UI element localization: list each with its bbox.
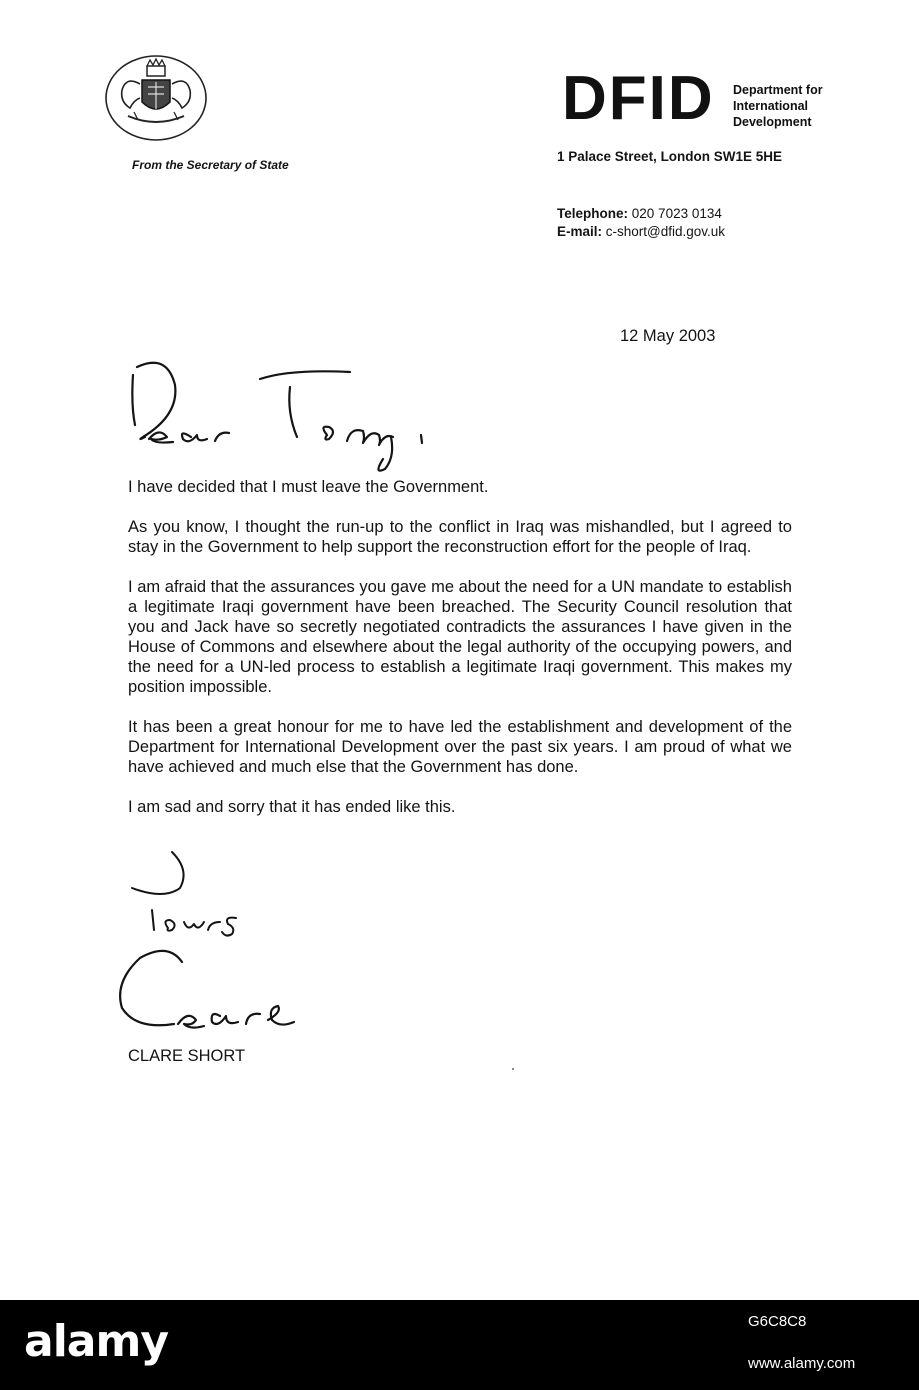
address: 1 Palace Street, London SW1E 5HE [557, 149, 783, 164]
email-line [557, 223, 725, 241]
letter-body [128, 477, 792, 817]
watermark-url: www.alamy.com [748, 1355, 856, 1372]
royal-crest-icon [104, 54, 208, 142]
alamy-logo: alamy [24, 1316, 168, 1367]
contact-details [557, 205, 725, 241]
dept-line-2: International [733, 99, 809, 113]
dept-line-1: Department for [733, 83, 823, 97]
dfid-logo: DFID [562, 64, 715, 133]
paragraph-5: I am sad and sorry that it has ended like this. [128, 798, 456, 816]
paragraph-2: As you know, I thought the run-up to the conflict in Iraq was mishandled, but I agreed to stay in the Government to help support the reconstruction effort for the people of Iraq. [128, 518, 792, 556]
email-value: c-short@dfid.gov.uk [605, 224, 726, 239]
from-line: From the Secretary of State [132, 158, 289, 172]
dept-line-3: Development [733, 115, 812, 129]
dfid-logo-block [562, 64, 862, 138]
department-name [733, 82, 823, 130]
scan-speck [512, 1068, 514, 1070]
signatory-name: CLARE SHORT [128, 1047, 246, 1065]
letter-date: 12 May 2003 [620, 327, 716, 345]
handwritten-salutation [115, 345, 445, 480]
paragraph-4: It has been a great honour for me to have led the establishment and development of the Department for International Development over the past six years. I am proud of what we have achieved and much else that the Government has done. [128, 718, 792, 776]
telephone-label: Telephone: [557, 206, 629, 221]
paragraph-3: I am afraid that the assurances you gave me about the need for a UN mandate to establish a legitimate Iraqi government have been breached. The Security Council resolution that you and Jack have so secretly negotiated contradicts the assurances I have given in the House of Commons and elsewhere about the legal authority of the occupying powers, and the need for a UN-led process to establish a legitimate Iraqi government. This makes my position impossible. [128, 578, 792, 696]
telephone-line [557, 205, 725, 223]
image-id: G6C8C8 [748, 1313, 807, 1330]
email-label: E-mail: [557, 224, 603, 239]
telephone-value: 020 7023 0134 [631, 206, 722, 221]
handwritten-signature [108, 940, 308, 1040]
paragraph-1: I have decided that I must leave the Government. [128, 478, 489, 496]
